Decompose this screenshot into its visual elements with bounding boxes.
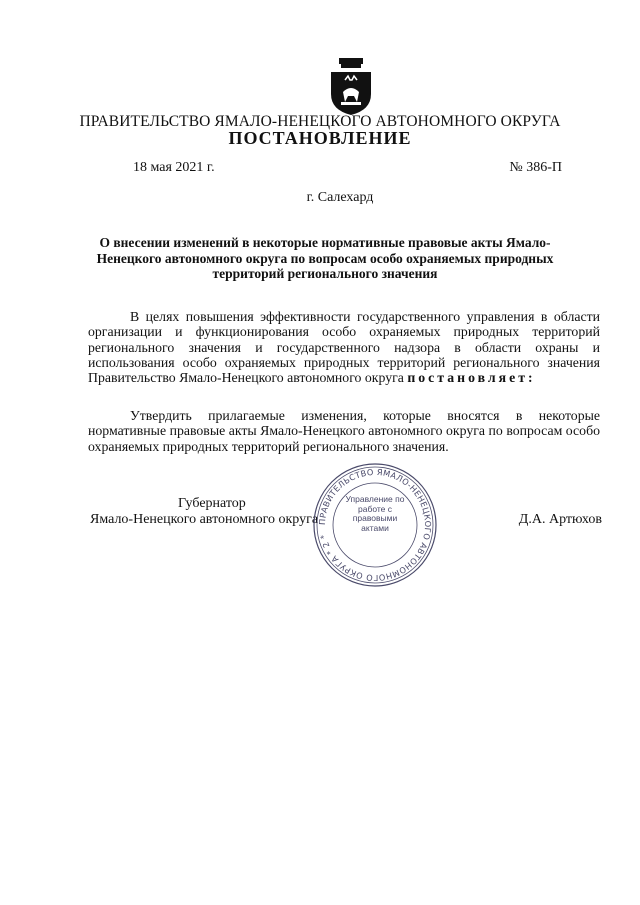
stamp-ring-text: ПРАВИТЕЛЬСТВО ЯМАЛО-НЕНЕЦКОГО АВТОНОМНОГО ОКРУГА * 2 *: [316, 466, 434, 584]
body-paragraph-2: Утвердить прилагаемые изменения, которые вносятся в некоторые нормативные правовые акты Ямало-Ненецкого автономного округа по вопросам особо охраняемых природных территорий регионального значения.: [88, 408, 600, 454]
paragraph-1-text: В целях повышения эффективности государственного управления в области организации и функционирования особо охраняемых природных территорий регионального значения и государственного надзора в области охраны и использования особо охраняемых природных территорий регионального значения Правительство Ямало-Ненецкого автономного округа: [88, 309, 600, 386]
document-city: г. Салехард: [306, 190, 374, 205]
decree-word: постановляет:: [407, 370, 536, 386]
document-date: 18 мая 2021 г.: [133, 160, 215, 175]
coat-of-arms-icon: [327, 58, 375, 116]
signer-name: Д.А. Артюхов: [518, 512, 602, 527]
signer-region: Ямало-Ненецкого автономного округа: [90, 512, 319, 527]
government-name: ПРАВИТЕЛЬСТВО ЯМАЛО-НЕНЕЦКОГО АВТОНОМНОГО ОКРУГА: [79, 113, 561, 130]
document-number: № 386-П: [509, 160, 562, 175]
document-heading: О внесении изменений в некоторые нормативные правовые акты Ямало-Ненецкого автономного округа по вопросам особо охраняемых природных территорий регионального значения: [96, 235, 554, 281]
document-type: ПОСТАНОВЛЕНИЕ: [228, 128, 412, 148]
signer-post: Губернатор: [178, 496, 246, 511]
body-paragraph-1: [88, 309, 600, 385]
stamp-center-text: Управление по работе с правовыми актами: [345, 494, 405, 533]
